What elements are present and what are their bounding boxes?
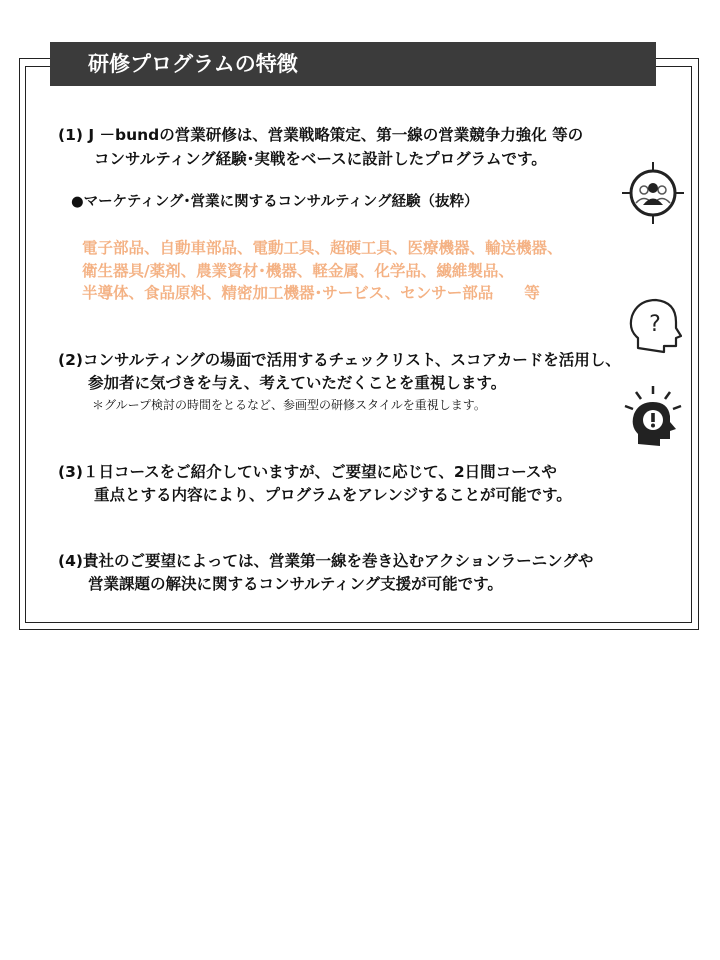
section-3-line-1: (3)１日コースをご紹介していますが、ご要望に応じて、2日間コースや [58,463,557,481]
section-2-line-1: (2)コンサルティングの場面で活用するチェックリスト、スコアカードを活用し、 [58,351,621,369]
note-text: ＊グループ検討の時間をとるなど、参画型の研修スタイルを重視します。 [92,398,486,412]
target-people-icon [620,160,686,226]
section-4-line-1: (4)貴社のご要望によっては、営業第一線を巻き込むアクションラーニングや [58,552,594,570]
svg-text:?: ? [649,312,661,337]
industries-line-3: 半導体、食品原料、精密加工機器･サービス、センサー部品 等 [82,284,540,302]
bullet-text: マーケティング･営業に関するコンサルティング経験（抜粋） [83,194,479,210]
section-1-line-1: (1) J －bundの営業研修は、営業戦略策定、第一線の営業競争力強化 等の [58,126,584,144]
industries-line-2: 衛生器具/薬剤、農業資材･機器、軽金属、化学品、繊維製品、 [82,262,514,280]
head-exclamation-icon [622,384,684,450]
section-2-line-2: 参加者に気づきを与え、考えていただくことを重視します。 [88,374,507,392]
section-1-line-2: コンサルティング経験･実戦をベースに設計したプログラムです。 [94,150,547,168]
head-question-icon [626,296,682,356]
section-3-line-2: 重点とする内容により、プログラムをアレンジすることが可能です。 [94,486,572,504]
industries-line-1: 電子部品、自動車部品、電動工具、超硬工具、医療機器、輸送機器、 [82,239,563,257]
page-title: 研修プログラムの特徴 [50,42,656,86]
bullet-item [71,190,479,211]
section-4-line-2: 営業課題の解決に関するコンサルティング支援が可能です。 [88,575,503,593]
bullet-marker: ● [71,194,84,210]
